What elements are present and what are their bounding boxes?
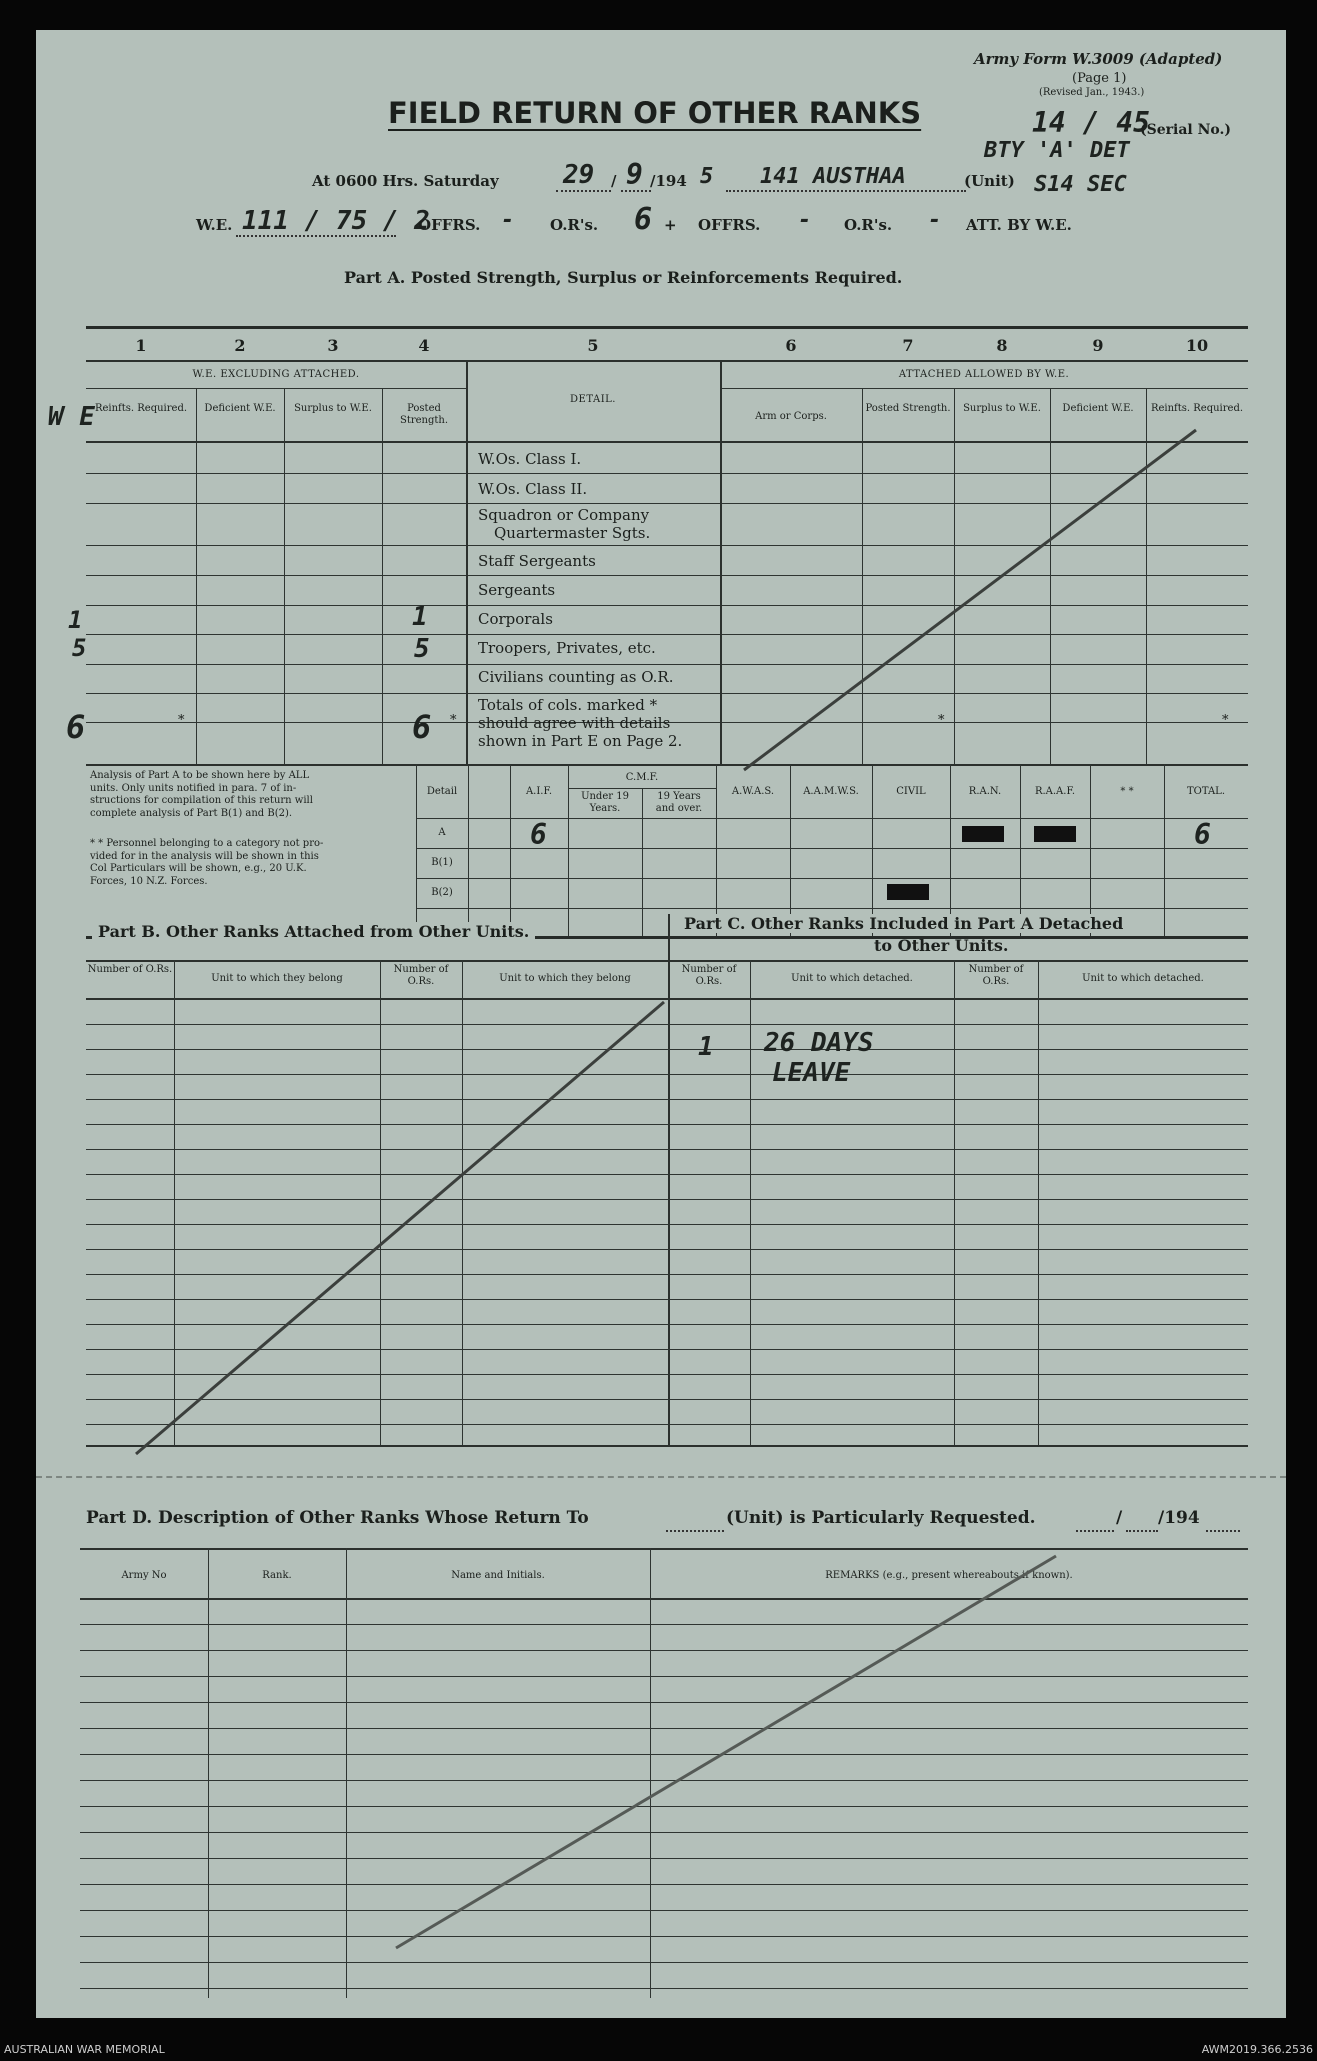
part-b-title: Part B. Other Ranks Attached from Other Units.	[92, 922, 535, 941]
col-number-7: 7	[902, 336, 914, 355]
pc-head-unit-2: Unit to which detached.	[1082, 973, 1204, 984]
hand-corporals-col4: 1	[412, 602, 428, 632]
star-col4: *	[450, 713, 457, 728]
hand-totals-col4: 6	[412, 708, 432, 746]
hand-aif: 6	[530, 818, 547, 851]
analysis-awas: A.W.A.S.	[731, 786, 775, 797]
analysis-ran: R.A.N.	[968, 786, 1002, 797]
form-id: Army Form W.3009 (Adapted)	[974, 50, 1223, 68]
detail-wo-class-1: W.Os. Class I.	[478, 450, 582, 468]
col-number-8: 8	[996, 336, 1008, 355]
analysis-detail: Detail	[426, 786, 458, 797]
pc-head-number: Number of O.Rs.	[681, 964, 737, 987]
offrs-value-1: -	[501, 208, 515, 233]
detail-totals-3: shown in Part E on Page 2.	[478, 732, 683, 750]
footer-left: AUSTRALIAN WAR MEMORIAL	[4, 2043, 165, 2056]
detail-qm-sgts: Quartermaster Sgts.	[494, 524, 651, 542]
pb-head-number-2: Number of O.Rs.	[393, 964, 449, 987]
pc-head-number-2: Number of O.Rs.	[968, 964, 1024, 987]
we-hand: 111 / 75 / 2	[242, 206, 430, 236]
analysis-and-over: and over.	[655, 803, 703, 814]
hand-total: 6	[1194, 818, 1211, 851]
hand-troopers-col1: 5	[72, 634, 87, 662]
unit-hand: 141 AUSTHAA	[760, 164, 906, 189]
analysis-aamws: A.A.M.W.S.	[803, 786, 859, 797]
footer-right: AWM2019.366.2536	[1201, 2043, 1313, 2056]
detail-troopers: Troopers, Privates, etc.	[478, 639, 656, 657]
star-col7: *	[938, 713, 945, 728]
col-number-2: 2	[234, 336, 246, 355]
year-digit-hand: 5	[700, 164, 714, 189]
date-month-hand: 9	[626, 158, 643, 191]
analysis-stars: * *	[1120, 786, 1134, 797]
page-title: FIELD RETURN OF OTHER RANKS	[388, 96, 922, 130]
part-d-title-b: (Unit) is Particularly Requested.	[726, 1508, 1036, 1528]
hand-we: W E	[48, 402, 95, 432]
we-label: W.E.	[196, 216, 233, 234]
pd-head-name: Name and Initials.	[451, 1570, 545, 1581]
serial-label: (Serial No.)	[1140, 122, 1231, 138]
part-a-diagonal-stroke	[744, 430, 1196, 770]
part-d-diagonal-stroke	[396, 1556, 1056, 1948]
detail-totals-2: should agree with details	[478, 714, 671, 732]
detail-header: DETAIL.	[570, 394, 616, 405]
analysis-row-a: A	[438, 827, 446, 838]
analysis-civil: CIVIL	[896, 786, 926, 797]
ors-label-1: O.R's.	[550, 216, 599, 234]
col-number-9: 9	[1092, 336, 1104, 355]
pb-head-number: Number of O.Rs.	[87, 964, 173, 975]
detail-sergeants: Sergeants	[478, 581, 556, 599]
col-number-10: 10	[1185, 336, 1209, 355]
time-label: At 0600 Hrs. Saturday	[312, 172, 499, 190]
pd-head-rank: Rank.	[262, 1570, 292, 1581]
head-reinfts-required: Reinfts. Required.	[94, 403, 188, 414]
date-day-hand: 29	[563, 160, 595, 190]
group-we-excluding: W.E. EXCLUDING ATTACHED.	[192, 369, 360, 380]
page-number: (Page 1)	[1072, 71, 1127, 86]
ors-value-1: 6	[634, 202, 653, 237]
part-d-title-c: /194	[1158, 1508, 1200, 1528]
detail-squadron: Squadron or Company	[478, 506, 650, 524]
analysis-aif: A.I.F.	[525, 786, 553, 797]
att-by-we-label: ATT. BY W.E.	[966, 216, 1072, 234]
analysis-raaf: R.A.A.F.	[1034, 786, 1076, 797]
offrs-value-2: -	[798, 208, 812, 233]
col-number-1: 1	[135, 336, 147, 355]
col-number-4: 4	[418, 336, 430, 355]
head-surplus-we-att: Surplus to W.E.	[963, 403, 1041, 414]
unit-label: (Unit)	[964, 172, 1015, 190]
unit-hand-3: S14 SEC	[1034, 172, 1127, 197]
detail-totals-1: Totals of cols. marked *	[478, 696, 658, 714]
col-number-6: 6	[785, 336, 797, 355]
year-prefix: /194	[650, 172, 687, 190]
part-c-title-1: Part C. Other Ranks Included in Part A Detached	[680, 914, 1127, 933]
unit-hand-2: BTY 'A' DET	[984, 138, 1130, 163]
hand-corporals-col1: 1	[68, 606, 83, 634]
hand-pc-unit-1: 26 DAYS	[764, 1028, 874, 1058]
detail-corporals: Corporals	[478, 610, 553, 628]
ors-label-2: O.R's.	[844, 216, 893, 234]
hand-totals-col1: 6	[66, 708, 86, 746]
star-col10: *	[1222, 713, 1229, 728]
pd-head-remarks: REMARKS (e.g., present whereabouts if known).	[825, 1570, 1073, 1581]
col-number-3: 3	[327, 336, 339, 355]
analysis-years: Years.	[589, 803, 621, 814]
part-c-title-2: to Other Units.	[874, 936, 1009, 955]
head-arm-corps: Arm or Corps.	[755, 411, 827, 422]
hand-troopers-col4: 5	[414, 634, 430, 664]
analysis-note-2: * * Personnel belonging to a category not pro- vided for in the analysis will be shown in this Col Particulars will be shown, e.g., 20 U.K. Forces, 10 N.Z. Forces.	[90, 838, 324, 887]
part-a-title: Part A. Posted Strength, Surplus or Reinforcements Required.	[344, 268, 903, 287]
cancellation-strokes	[36, 30, 1286, 2018]
analysis-total: TOTAL.	[1186, 786, 1226, 797]
pd-head-army-no: Army No	[121, 1570, 167, 1581]
pb-head-unit: Unit to which they belong	[211, 973, 343, 984]
head-posted-strength: Posted Strength.	[399, 403, 449, 426]
analysis-under19: Under 19	[581, 791, 629, 802]
head-deficient-we: Deficient W.E.	[204, 403, 276, 414]
pc-head-unit: Unit to which detached.	[791, 973, 913, 984]
head-reinfts-required-att: Reinfts. Required.	[1150, 403, 1244, 414]
hand-pc-number: 1	[698, 1032, 714, 1062]
pb-head-unit-2: Unit to which they belong	[499, 973, 631, 984]
head-surplus-we: Surplus to W.E.	[294, 403, 372, 414]
head-deficient-we-att: Deficient W.E.	[1062, 403, 1134, 414]
analysis-row-b2: B(2)	[431, 887, 453, 898]
detail-civilians: Civilians counting as O.R.	[478, 668, 674, 686]
form-paper: Army Form W.3009 (Adapted) (Page 1) (Revised Jan., 1943.) 14 / 45 (Serial No.) FIELD RETURN OF OTHER RANKS At 0600 Hrs. Saturday 29 / 9 /194 5 141 AUSTHAA (Unit) BTY 'A' DET S14 SEC W.E. 111 / 75 / 2 OFFRS. - O.R's. 6 + OFFRS. - O.R's. - ATT. BY W.E. Part A. Posted Strength, Surplus or Reinforcements Required. 1 2 3 4 5 6 7 8 9 10 W.E. EXCLUDING ATTACHED. ATTACHED ALLOWED BY W.E. DETAIL. Reinfts. Required. Deficient W.E. Surplus to W.E. Posted Strength. Arm or Corps. Posted Strength. Surplus to W.E. Deficient W.E. Reinfts. Required. W.Os. Class I. W.Os. Class II. Squadron or Company Quartermaster Sgts. Staff Sergeants Sergeants Corporals Troopers, Privates, etc. Civilians counting as O.R. Totals of cols. marked * should agree with details shown in Part E on Page 2. * * * * W E 1 1 5 5 6 6 Analysis of Part A to be shown here by ALL units. Only units notified in para. 7 of in- structions for compilation of this return will complete analysis of Part B(1) and B(2). * * Personnel belonging to a category not pro- vided for in the analysis will be shown in this Col Particulars will be shown, e.g., 20 U.K. Forces, 10 N.Z. Forces. Detail A.I.F. C.M.F. Under 19 Years. 19 Years and over. A.W.A.S. A.A.M.W.S. CIVIL R.A.N. R.A.A.F. * * TOTAL. A B(1) B(2) 6 6 Part B. Other Ranks Attached from Other Units. Part C. Other Ranks Included in Part A Detached to Other Units. Number of O.Rs. Unit to which they belong Number of O.Rs. Unit to which they belong Number of O.Rs. Unit to which detached. Number of O.Rs. Unit to which detached. 1 26 DAYS LEAVE Part D. Description of Other Ranks Whose Return To (Unit) is Particularly Requested. / /194 Army No Rank. Name and Initials. REMARKS (e.g., present whereabouts if known).	[36, 30, 1286, 2018]
part-b-diagonal-stroke	[136, 1002, 664, 1454]
star-col1: *	[178, 713, 185, 728]
analysis-row-b1: B(1)	[431, 857, 453, 868]
hand-pc-unit-2: LEAVE	[772, 1058, 851, 1088]
detail-wo-class-2: W.Os. Class II.	[478, 480, 588, 498]
analysis-cmf: C.M.F.	[625, 772, 659, 783]
revised-date: (Revised Jan., 1943.)	[1039, 87, 1145, 98]
col-number-5: 5	[587, 336, 599, 355]
analysis-note-1: Analysis of Part A to be shown here by ALL units. Only units notified in para. 7 of in- structions for compilation of this return will complete analysis of Part B(1) and B(2).	[90, 770, 313, 819]
part-d-title-a: Part D. Description of Other Ranks Whose Return To	[86, 1508, 589, 1528]
detail-staff-sergeants: Staff Sergeants	[478, 552, 596, 570]
head-posted-strength-att: Posted Strength.	[865, 403, 951, 414]
offrs-label-2: OFFRS.	[698, 216, 761, 234]
offrs-label-1: OFFRS.	[418, 216, 481, 234]
group-attached-allowed: ATTACHED ALLOWED BY W.E.	[898, 369, 1070, 380]
analysis-over19: 19 Years	[657, 791, 701, 802]
ors-value-2: -	[928, 208, 942, 233]
serial-number-hand: 14 / 45	[1032, 106, 1151, 139]
plus-sign: +	[664, 216, 677, 234]
